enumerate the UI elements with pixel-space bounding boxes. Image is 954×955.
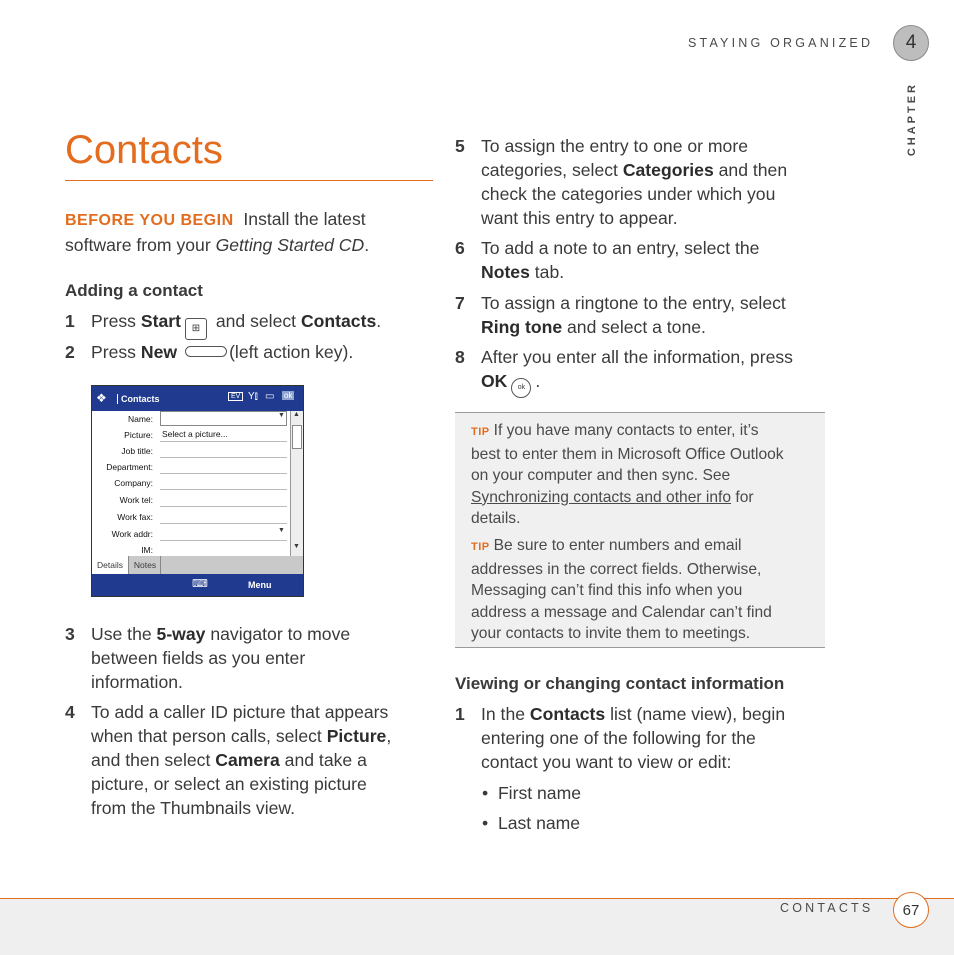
ev-indicator: EV [228, 392, 243, 401]
scroll-down-icon[interactable]: ▼ [293, 543, 300, 550]
bullet-item [482, 811, 580, 835]
step-number: 5 [455, 136, 465, 156]
page-title: Contacts [65, 128, 223, 172]
s7-ringtone: Ring tone [481, 317, 563, 337]
bb-text1: Install the latest [243, 209, 366, 229]
phone-field-row [92, 526, 290, 542]
dropdown-arrow-icon[interactable]: ▼ [278, 527, 285, 534]
v1c: list (name view), begin [605, 704, 786, 724]
v1-l2: entering one of the following for the [481, 728, 756, 748]
phone-menu-button[interactable]: Menu [248, 580, 272, 590]
s1-start: Start [140, 311, 181, 331]
s4-l4: picture, or select an existing picture [91, 774, 367, 794]
phone-ok-button[interactable]: ok [284, 391, 293, 400]
phone-field-row [92, 411, 290, 427]
s3-l2: between fields as you enter [91, 648, 306, 668]
phone-field-row [92, 443, 290, 459]
field-input[interactable] [160, 492, 287, 507]
step-number: 7 [455, 293, 465, 313]
s5-l2c: and then [713, 160, 788, 180]
field-input[interactable] [160, 443, 287, 458]
battery-icon: ▭ [265, 391, 275, 402]
s1-contacts: Contacts [300, 311, 377, 331]
tip1-l2: best to enter them in Microsoft Office Outlook [471, 445, 784, 463]
s5-categories: Categories [622, 160, 714, 180]
s3a: Use the [91, 624, 157, 644]
tip1-l1: If you have many contacts to enter, it’s [493, 422, 759, 439]
tip2-l2: addresses in the correct fields. Otherwise, [471, 560, 762, 578]
running-header: STAYING ORGANIZED [688, 36, 874, 50]
field-input[interactable] [160, 542, 287, 557]
tip1-l5: details. [471, 510, 521, 528]
footer-section: CONTACTS [780, 901, 874, 915]
before-you-begin-label: BEFORE YOU BEGIN [65, 212, 234, 229]
tip-1 [471, 420, 819, 530]
chapter-label: CHAPTER [906, 82, 918, 157]
s1a: Press [91, 311, 141, 331]
step-number: 2 [65, 342, 75, 362]
bb-end: . [364, 235, 370, 255]
chapter-number: 4 [905, 32, 917, 53]
tab-details[interactable]: Details [92, 556, 129, 574]
step-number: 8 [455, 347, 465, 367]
signal-icon: Y⫾ [248, 391, 258, 402]
scroll-up-icon[interactable]: ▲ [293, 411, 300, 418]
s3-l3: information. [91, 672, 183, 692]
dropdown-arrow-icon[interactable]: ▼ [278, 412, 285, 419]
s6-l2c: tab. [529, 262, 565, 282]
adding-step-2 [65, 340, 435, 364]
before-you-begin [65, 207, 435, 257]
scroll-thumb[interactable] [292, 425, 302, 449]
s4-picture: Picture [326, 726, 387, 746]
adding-step-7 [455, 291, 835, 339]
phone-title: Contacts [117, 394, 160, 404]
s2a: Press [91, 342, 141, 362]
s6-notes: Notes [481, 262, 530, 282]
adding-contact-heading: Adding a contact [65, 281, 203, 300]
tip2-l3: Messaging can’t find this info when you [471, 582, 743, 600]
bullet-icon: • [482, 813, 498, 833]
bullet-text: First name [497, 783, 582, 803]
chapter-number-badge [893, 25, 929, 61]
tip-2 [471, 535, 819, 645]
bullet-text: Last name [497, 813, 581, 833]
adding-step-4 [65, 700, 435, 820]
field-label: Job title: [121, 446, 153, 456]
s4-camera: Camera [215, 750, 280, 770]
phone-field-row [92, 492, 290, 508]
tip2-l5: your contacts to invite them to meetings. [471, 625, 751, 643]
left-action-key-icon [185, 346, 227, 357]
sync-contacts-link[interactable]: Synchronizing contacts and other info [471, 488, 732, 506]
field-input[interactable] [160, 509, 287, 524]
s4-l5: from the Thumbnails view. [91, 798, 296, 818]
field-input[interactable] [160, 459, 287, 474]
tip1-l3: on your computer and then sync. See [471, 467, 731, 485]
adding-step-5 [455, 134, 835, 230]
tip1-l4b: for [731, 488, 754, 506]
v1a: In the [481, 704, 530, 724]
adding-step-1 [65, 309, 435, 333]
s8-ok: OK [481, 371, 508, 391]
bb-text2: software from your [65, 235, 216, 255]
page-number-badge [893, 892, 929, 928]
step-number: 4 [65, 702, 75, 722]
viewing-heading: Viewing or changing contact information [455, 674, 785, 693]
s4-l2a: when that person calls, select [91, 726, 327, 746]
adding-step-8 [455, 345, 835, 395]
s4-l3a: and then select [91, 750, 216, 770]
s5-l1: To assign the entry to one or more [481, 136, 748, 156]
tip2-l4: address a message and Calendar can’t find [471, 603, 772, 621]
phone-menu-bar [92, 574, 303, 596]
phone-form [92, 411, 303, 556]
s1d: . [376, 311, 382, 331]
step-number: 1 [65, 311, 75, 331]
phone-field-row [92, 509, 290, 525]
s5-l2a: categories, select [481, 160, 623, 180]
phone-field-row [92, 427, 290, 443]
field-label: Name: [127, 414, 153, 424]
bullet-icon: • [482, 783, 498, 803]
title-divider [65, 180, 433, 181]
s3c: navigator to move [205, 624, 351, 644]
windows-start-key-icon: ⊞ [185, 318, 207, 340]
s8-l2c: . [535, 371, 541, 391]
s7-l1: To assign a ringtone to the entry, select [481, 293, 786, 313]
s6-l1: To add a note to an entry, select the [481, 238, 760, 258]
s4-l1: To add a caller ID picture that appears [91, 702, 389, 722]
windows-logo-icon: ❖ [96, 391, 107, 405]
ok-key-icon: ok [511, 378, 531, 398]
s8-l1: After you enter all the information, press [481, 347, 793, 367]
s2-new: New [140, 342, 178, 362]
field-input[interactable] [160, 526, 287, 541]
s4-l3c: and take a [279, 750, 367, 770]
phone-title-bar [92, 386, 303, 411]
field-input[interactable]: Select a picture... [160, 427, 287, 442]
phone-tab-bar [92, 556, 303, 574]
s3-5way: 5-way [156, 624, 206, 644]
phone-scrollbar[interactable] [290, 411, 303, 556]
s1c: and select [210, 311, 301, 331]
field-label: Work tel: [119, 495, 153, 505]
field-label: Work fax: [117, 512, 153, 522]
field-input[interactable] [160, 411, 287, 426]
field-input[interactable] [160, 475, 287, 490]
viewing-step-1 [455, 702, 835, 774]
step-number: 1 [455, 704, 465, 724]
bb-spacer [234, 209, 244, 229]
field-label: IM: [141, 545, 153, 555]
field-label: Department: [106, 462, 153, 472]
adding-step-6 [455, 236, 835, 284]
tip-box [455, 412, 825, 648]
s5-l3: check the categories under which you [481, 184, 776, 204]
s5-l4: want this entry to appear. [481, 208, 678, 228]
phone-field-row [92, 459, 290, 475]
s4-l2c: , [386, 726, 392, 746]
keyboard-icon[interactable]: ⌨ [192, 578, 208, 590]
phone-field-row [92, 475, 290, 491]
s7-l2c: and select a tone. [562, 317, 706, 337]
s2c: (left action key). [229, 342, 354, 362]
bb-italic: Getting Started CD [215, 235, 365, 255]
field-label: Work addr: [111, 529, 153, 539]
tip-label: TIP [471, 426, 490, 438]
contacts-screen-image [91, 385, 304, 597]
tip2-l1: Be sure to enter numbers and email [493, 537, 742, 554]
page-number: 67 [902, 901, 920, 919]
field-label: Company: [114, 478, 153, 488]
step-number: 6 [455, 238, 465, 258]
adding-step-3 [65, 622, 435, 694]
v1-contacts: Contacts [529, 704, 606, 724]
step-number: 3 [65, 624, 75, 644]
tip-label: TIP [471, 541, 490, 553]
field-label: Picture: [124, 430, 153, 440]
v1-l3: contact you want to view or edit: [481, 752, 732, 772]
tab-notes[interactable]: Notes [130, 556, 161, 574]
bullet-item [482, 781, 581, 805]
